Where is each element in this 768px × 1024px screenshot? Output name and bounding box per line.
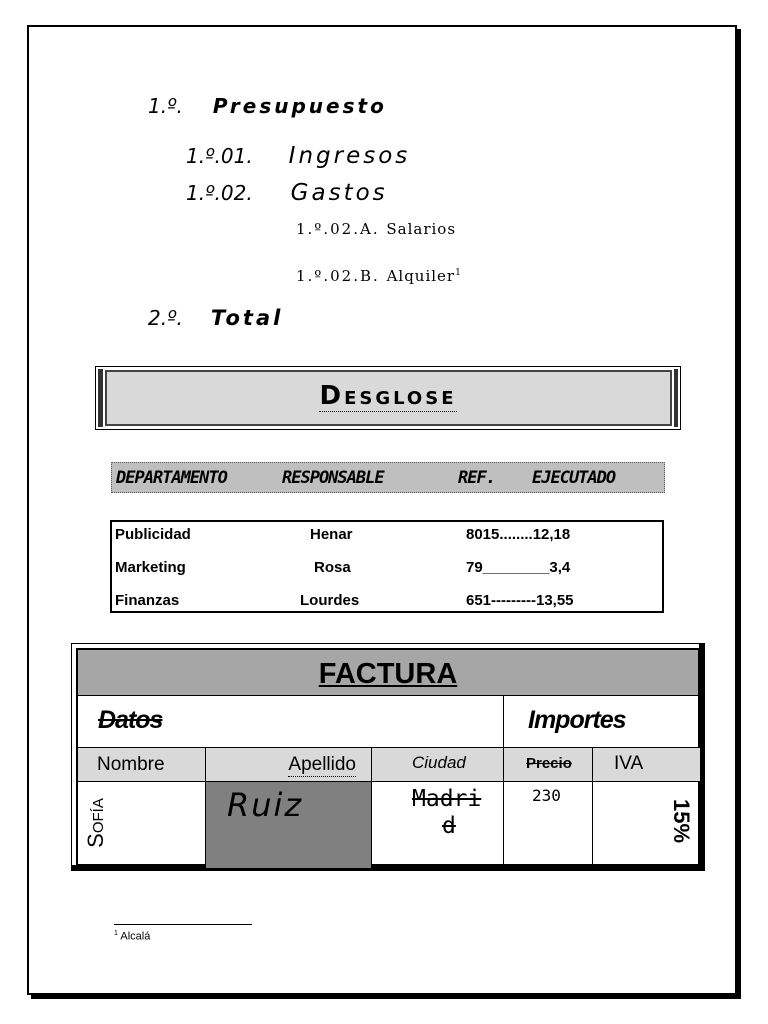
header-ciudad-cell [372, 748, 504, 782]
footnote-number: 1 [114, 930, 118, 937]
departments-table [110, 520, 664, 613]
page-shadow [31, 995, 741, 999]
datos-cell [78, 696, 504, 748]
outline-item-ingresos [186, 143, 410, 169]
nombre-value [83, 793, 109, 853]
outline-title: Presupuesto [212, 94, 387, 118]
dept-ref: 8015........12,18 [466, 526, 571, 543]
header-nombre-cell [78, 748, 206, 782]
apellido-cell [206, 782, 372, 868]
outline-number: 1.º.02.A. [296, 220, 380, 238]
outline-number: 2.º. [148, 306, 183, 330]
column-header-ejecutado: EJECUTADO [532, 468, 616, 488]
desglose-title-wrap [96, 381, 680, 411]
page-shadow [737, 29, 741, 999]
nombre-text: Sofía [83, 798, 108, 848]
iva-cell [593, 782, 700, 868]
dept-ref: 651---------13,55 [466, 592, 574, 609]
outline-number: 1.º.01. [186, 144, 253, 168]
invoice-grid [76, 648, 700, 866]
outline-item-presupuesto [148, 94, 387, 118]
outline-title: Alquiler [386, 267, 456, 285]
outline-title: Salarios [386, 220, 457, 238]
dept-responsible: Rosa [314, 559, 351, 576]
outline-title: Gastos [290, 180, 388, 206]
column-header-departamento: DEPARTAMENTO [116, 468, 227, 488]
header-precio-cell [504, 748, 593, 782]
precio-value: 230 [532, 786, 561, 805]
footnote [114, 930, 150, 943]
invoice-title-cell [78, 650, 698, 696]
dept-name: Finanzas [115, 592, 180, 609]
outline-item-alquiler [296, 267, 461, 285]
outline-item-gastos [186, 180, 388, 206]
footnote-reference[interactable]: 1 [455, 268, 461, 278]
header-nombre: Nombre [97, 754, 165, 775]
importes-cell [504, 696, 700, 748]
outline-number: 1.º. [148, 94, 183, 118]
header-iva-cell [593, 748, 700, 782]
iva-value: 15% [669, 798, 694, 844]
dept-name: Marketing [115, 559, 186, 576]
desglose-title: Desglose [319, 381, 457, 411]
dept-responsible: Lourdes [300, 592, 360, 609]
header-iva: IVA [614, 753, 644, 774]
outline-title: Total [210, 306, 284, 330]
datos-label: Datos [98, 706, 163, 734]
invoice-table [71, 643, 705, 871]
nombre-cell [78, 782, 206, 868]
importes-label: Importes [528, 706, 626, 734]
ciudad-cell [372, 782, 504, 868]
header-apellido-cell [206, 748, 372, 782]
outline-item-salarios [296, 220, 456, 238]
column-header-ref: REF. [458, 468, 495, 488]
ciudad-value [412, 786, 481, 840]
invoice-title: FACTURA [318, 658, 458, 690]
columns-header-bar [111, 462, 665, 493]
header-ciudad: Ciudad [412, 753, 466, 772]
header-precio: Precio [526, 755, 572, 772]
outline-number: 1.º.02. [186, 181, 253, 205]
footnote-separator [114, 924, 252, 925]
outline-number: 1.º.02.B. [296, 267, 380, 285]
dept-ref: 79________3,4 [466, 559, 571, 576]
outline-title: Ingresos [288, 143, 411, 169]
outline-item-total [148, 306, 283, 330]
apellido-value: Ruiz [227, 786, 304, 824]
header-apellido: Apellido [288, 754, 356, 775]
desglose-banner [95, 366, 681, 430]
ciudad-line-1: Madri [412, 786, 482, 812]
footnote-text: Alcalá [120, 930, 151, 943]
dept-name: Publicidad [115, 526, 191, 543]
column-header-responsable: RESPONSABLE [282, 468, 384, 488]
dept-responsible: Henar [310, 526, 353, 543]
precio-cell [504, 782, 593, 868]
ciudad-line-2: d [442, 813, 456, 839]
